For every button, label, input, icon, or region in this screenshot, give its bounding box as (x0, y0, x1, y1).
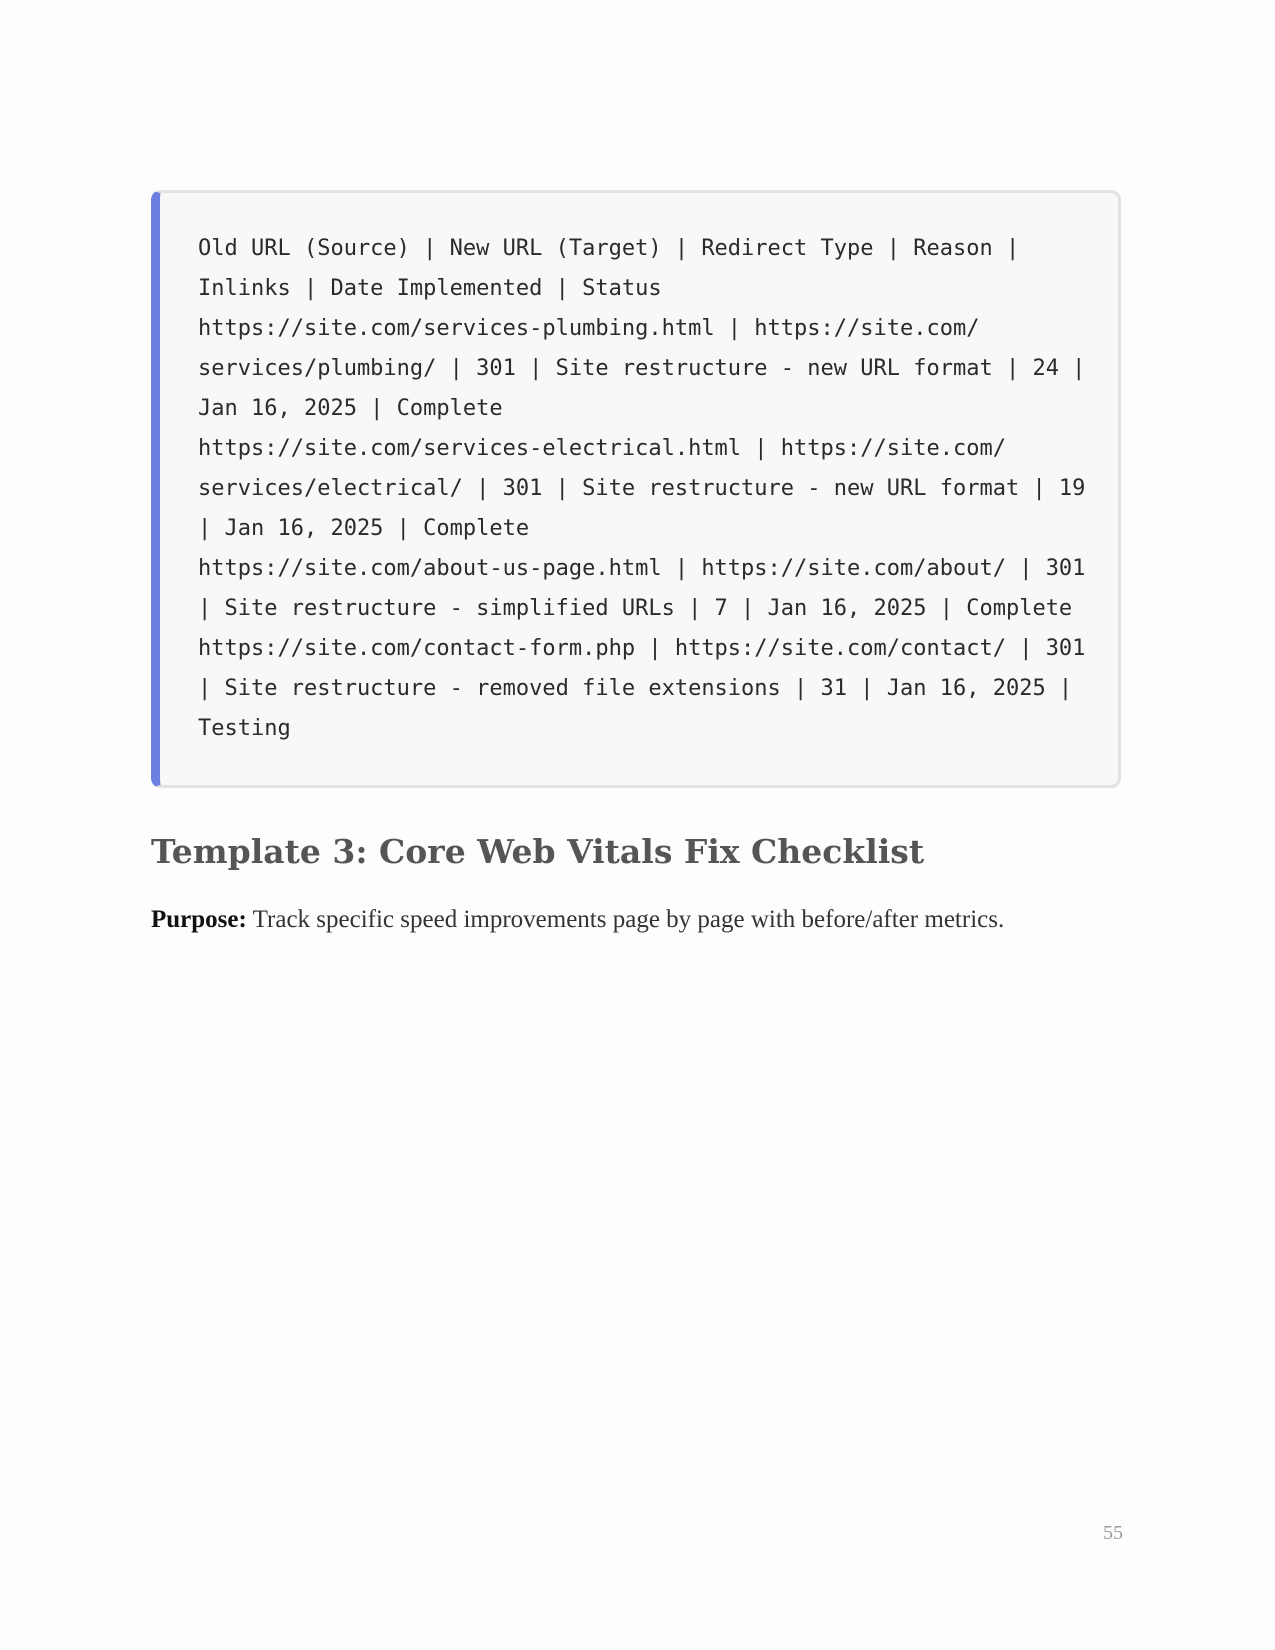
code-line: Inlinks | Date Implemented | Status (198, 276, 662, 301)
code-line: | Site restructure - simplified URLs | 7 | Jan 16, 2025 | Complete (198, 596, 1073, 621)
code-line: | Jan 16, 2025 | Complete (198, 516, 530, 541)
code-line: services/electrical/ | 301 | Site restructure - new URL format | 19 (198, 476, 1086, 501)
section-heading: Template 3: Core Web Vitals Fix Checklist (151, 832, 925, 871)
code-line: Testing (198, 716, 291, 741)
code-line: https://site.com/contact-form.php | https://site.com/contact/ | 301 (198, 636, 1086, 661)
code-line: https://site.com/services-electrical.html | https://site.com/ (198, 436, 1006, 461)
purpose-paragraph (151, 906, 1004, 934)
code-line: https://site.com/services-plumbing.html | https://site.com/ (198, 316, 980, 341)
code-line: Old URL (Source) | New URL (Target) | Redirect Type | Reason | (198, 236, 1020, 261)
code-line: services/plumbing/ | 301 | Site restructure - new URL format | 24 | (198, 356, 1086, 381)
purpose-text: Track specific speed improvements page by page with before/after metrics. (246, 906, 1005, 933)
page-number: 55 (1103, 1522, 1123, 1544)
purpose-label: Purpose: (151, 906, 247, 933)
code-line: https://site.com/about-us-page.html | https://site.com/about/ | 301 (198, 556, 1086, 581)
code-line: Jan 16, 2025 | Complete (198, 396, 503, 421)
code-line: | Site restructure - removed file extensions | 31 | Jan 16, 2025 | (198, 676, 1073, 701)
code-block (151, 190, 1121, 788)
